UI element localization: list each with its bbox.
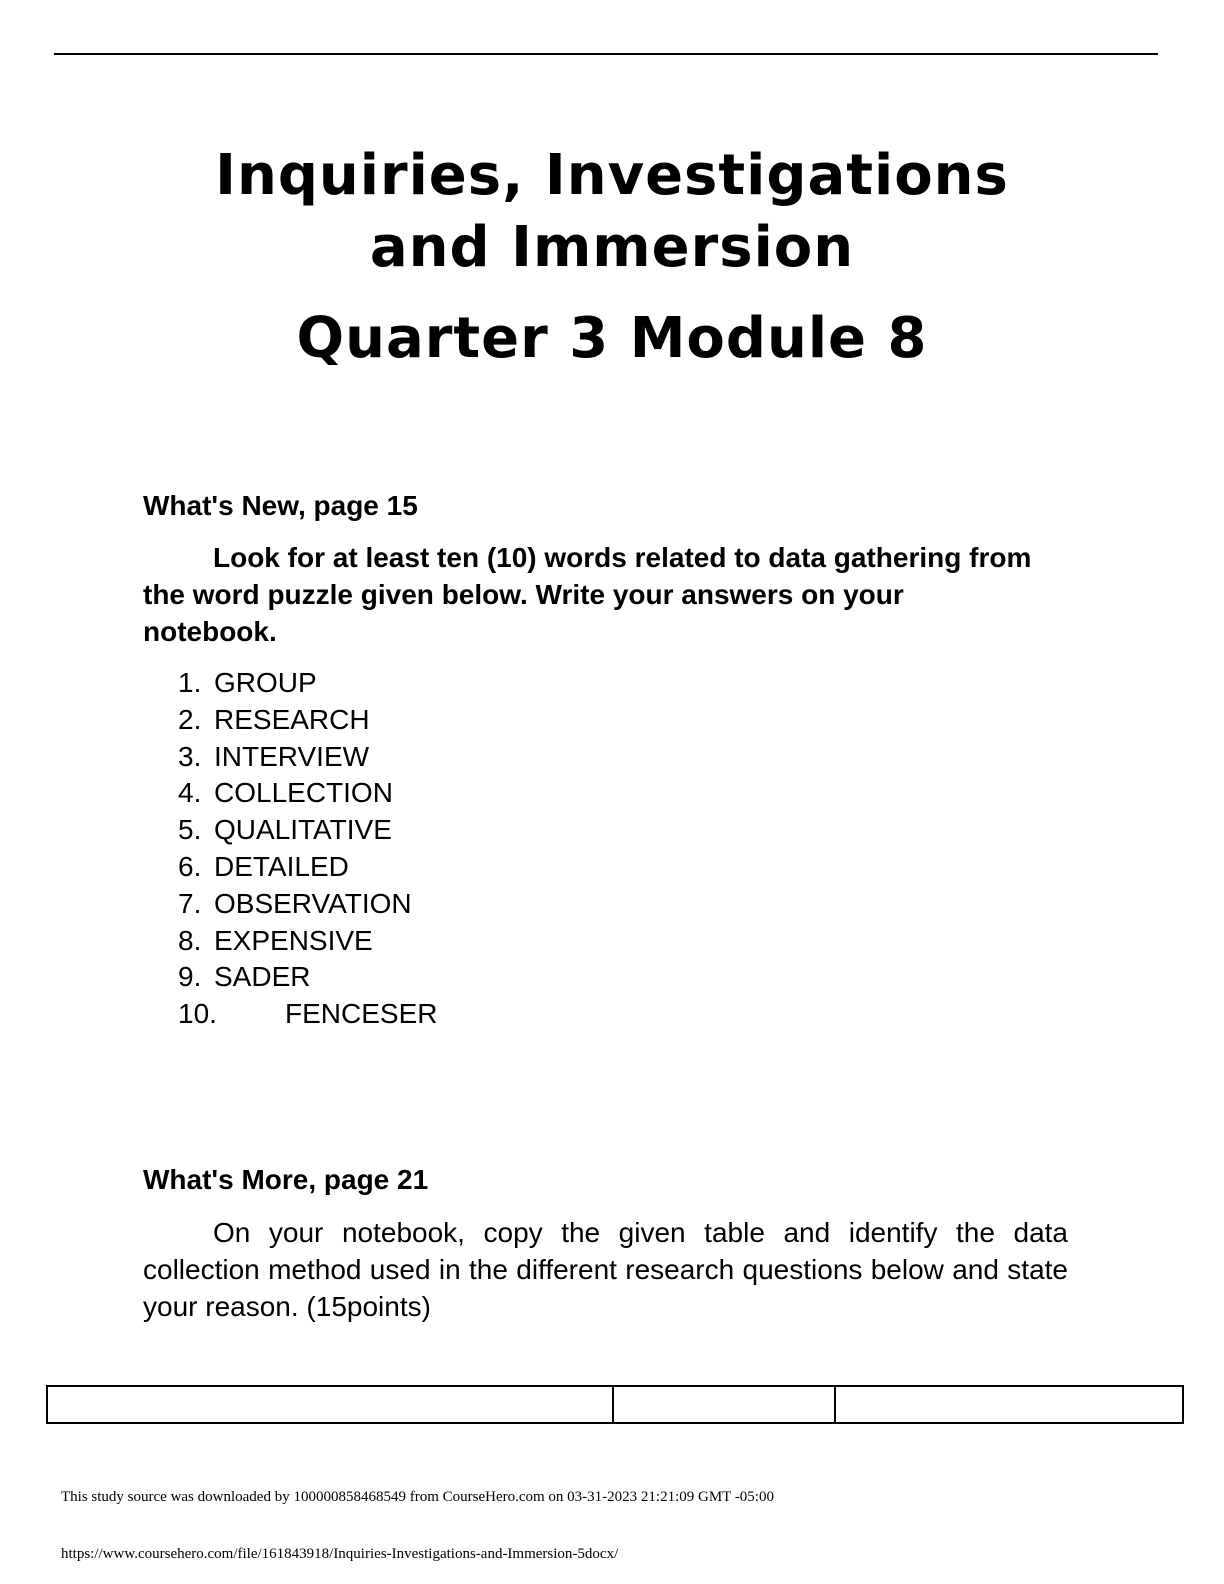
list-item-number: 4. [178, 777, 202, 809]
list-item [178, 959, 437, 996]
list-item-number: 1. [178, 667, 202, 698]
list-item-number: 9. [178, 961, 202, 993]
download-note: This study source was downloaded by 100000858468549 from CourseHero.com on 03-31-2023 21:21:09 GMT -05:00 [61, 1489, 774, 1505]
list-item [178, 812, 437, 849]
list-item-word: QUALITATIVE [214, 814, 392, 846]
top-divider [54, 53, 1158, 55]
list-item-word: SADER [214, 961, 311, 993]
list-item-number: 10. [178, 998, 217, 1030]
document-title-line-2: and Immersion [369, 215, 855, 280]
list-item-number: 6. [178, 850, 202, 882]
whats-more-paragraph: On your notebook, copy the given table and identify the data collection method used in the different research questions below and state your reason. (15points) [143, 1217, 1068, 1322]
list-item [178, 702, 437, 739]
list-item-word: OBSERVATION [214, 887, 412, 919]
list-item-number: 8. [178, 924, 202, 956]
whats-more-heading: What's More, page 21 [143, 1164, 429, 1195]
list-item [178, 923, 437, 960]
list-item-word: EXPENSIVE [214, 924, 373, 956]
list-item-word: INTERVIEW [214, 740, 370, 772]
answer-list [178, 665, 437, 1033]
document-title-line-1: Inquiries, Investigations [215, 143, 1009, 208]
list-item-number: 5. [178, 814, 202, 846]
list-item [178, 739, 437, 776]
table-cell [836, 1387, 1182, 1422]
title-block [0, 140, 1224, 375]
list-item-number: 7. [178, 887, 202, 919]
table-cell [48, 1387, 614, 1422]
whats-new-heading: What's New, page 15 [143, 490, 418, 521]
list-item-word: COLLECTION [214, 777, 393, 809]
whats-new-instruction: Look for at least ten (10) words related to data gathering from the word puzzle given below. Write your answers on your notebook. [143, 542, 1032, 647]
list-item-word: RESEARCH [214, 703, 370, 735]
list-item-word: DETAILED [214, 850, 349, 882]
document-subtitle: Quarter 3 Module 8 [296, 306, 928, 371]
list-item-number: 2. [178, 703, 202, 735]
list-item [178, 886, 437, 923]
table-cell [614, 1387, 836, 1422]
list-item-word: GROUP [214, 667, 317, 698]
answer-table [46, 1385, 1184, 1424]
list-item [178, 665, 437, 702]
list-item [178, 996, 437, 1033]
list-item-number: 3. [178, 740, 202, 772]
list-item [178, 849, 437, 886]
list-item-word: FENCESER [285, 998, 438, 1030]
list-item [178, 775, 437, 812]
source-url[interactable]: https://www.coursehero.com/file/161843918/Inquiries-Investigations-and-Immersion-5docx/ [61, 1546, 619, 1562]
